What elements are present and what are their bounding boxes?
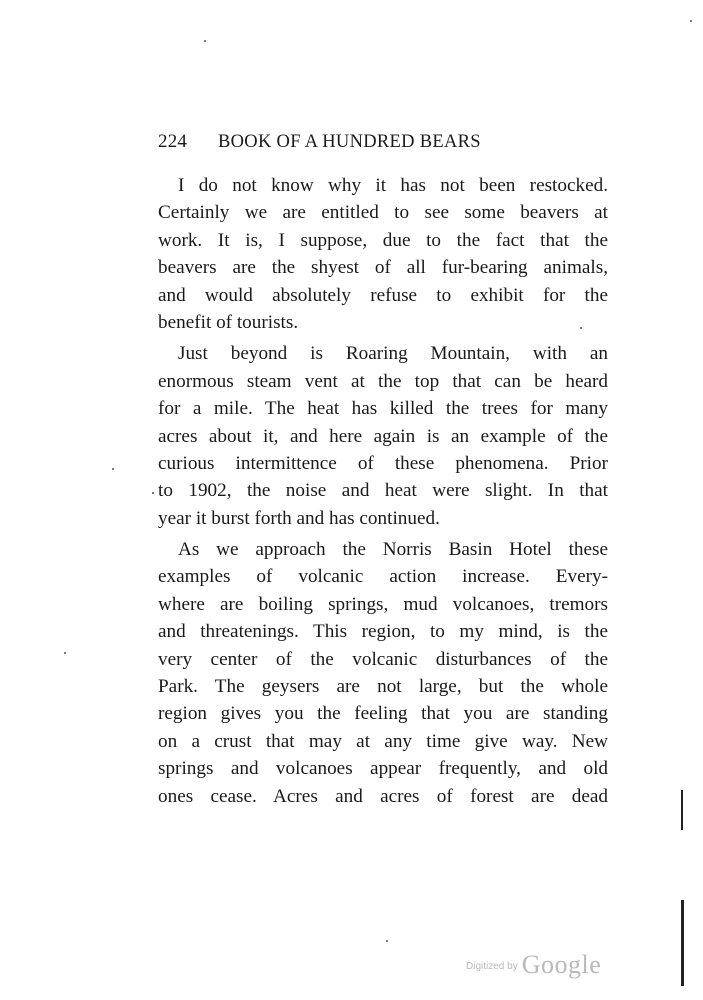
- text-line: beavers are the shyest of all fur-bearing animals,: [158, 257, 608, 279]
- paragraph: [158, 172, 608, 336]
- scan-speck: [152, 492, 154, 494]
- text-line: As we approach the Norris Basin Hotel these: [178, 539, 608, 561]
- page-number: 224: [158, 131, 188, 152]
- paragraph: [158, 340, 608, 532]
- text-line: ones cease. Acres and acres of forest are dead: [158, 785, 608, 807]
- text-line: Certainly we are entitled to see some beavers at: [158, 202, 608, 224]
- scan-speck: [112, 468, 114, 470]
- google-watermark: [466, 950, 601, 980]
- body-text: [158, 172, 608, 810]
- scan-speck: [580, 327, 582, 329]
- text-line: acres about it, and here again is an example of the: [158, 425, 608, 447]
- text-line: enormous steam vent at the top that can be heard: [158, 370, 608, 392]
- text-line: Just beyond is Roaring Mountain, with an: [178, 343, 608, 365]
- text-line: region gives you the feeling that you are standing: [158, 703, 608, 725]
- text-line: to 1902, the noise and heat were slight. In that: [158, 480, 608, 502]
- scan-speck: [204, 40, 206, 42]
- text-line: benefit of tourists.: [158, 311, 299, 333]
- text-line: for a mile. The heat has killed the trees for many: [158, 398, 608, 420]
- paragraph: [158, 536, 608, 810]
- google-logo: Google: [521, 950, 602, 979]
- text-line: examples of volcanic action increase. Every-: [158, 566, 608, 588]
- text-line: work. It is, I suppose, due to the fact that the: [158, 229, 608, 251]
- text-line: I do not know why it has not been restocked.: [178, 175, 608, 196]
- text-line: where are boiling springs, mud volcanoes, tremors: [158, 593, 608, 615]
- text-line: Park. The geysers are not large, but the whole: [158, 676, 608, 698]
- book-title: BOOK OF A HUNDRED BEARS: [218, 132, 481, 152]
- scan-speck: [386, 940, 388, 942]
- running-head: [158, 131, 608, 153]
- text-line: on a crust that may at any time give way. New: [158, 730, 608, 752]
- text-line: and would absolutely refuse to exhibit for the: [158, 284, 608, 306]
- text-line: and threatenings. This region, to my mind, is the: [158, 621, 608, 643]
- scan-speck: [64, 652, 66, 654]
- page-edge-shadow: [681, 790, 683, 830]
- digitized-by-label: Digitized by: [466, 961, 518, 972]
- text-line: springs and volcanoes appear frequently, and old: [158, 758, 608, 780]
- text-line: curious intermittence of these phenomena. Prior: [158, 452, 608, 474]
- scan-speck: [690, 20, 692, 22]
- text-line: year it burst forth and has continued.: [158, 507, 440, 529]
- text-line: very center of the volcanic disturbances of the: [158, 648, 608, 670]
- page-edge-shadow: [681, 900, 684, 986]
